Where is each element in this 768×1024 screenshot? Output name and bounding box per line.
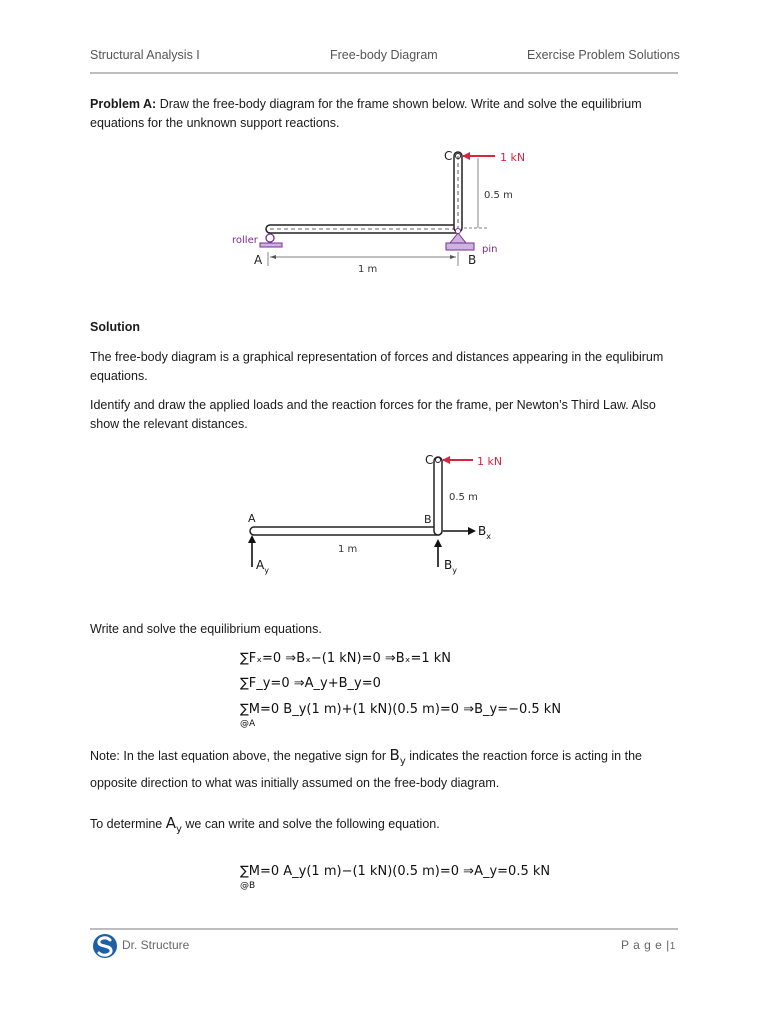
determine-ay-text <box>90 814 680 839</box>
fbd-height-label: 0.5 m <box>449 492 478 503</box>
page-number: 1 <box>669 941 676 952</box>
fbd-load-label: 1 kN <box>477 455 503 468</box>
span-label: 1 m <box>358 264 378 275</box>
solution-paragraph-2: Identify and draw the applied loads and the reaction forces for the frame, per Newton’s Third Law. Also show the relevant distances. <box>90 398 656 431</box>
free-body-diagram <box>230 445 510 580</box>
pin-label: pin <box>482 244 498 255</box>
label-b: B <box>468 253 477 267</box>
equations-intro: Write and solve the equilibrium equations. <box>90 622 322 636</box>
roller-label: roller <box>232 235 258 246</box>
solution-paragraph-1: The free-body diagram is a graphical representation of forces and distances appearing in the equlibirum equations. <box>90 350 664 383</box>
height-label: 0.5 m <box>484 190 513 201</box>
pin-base <box>446 243 474 250</box>
note-text-post: indicates the reaction force is acting in the <box>405 749 642 763</box>
bx-label: $B_x$ <box>478 524 491 541</box>
page-label-text: P a g e | <box>621 938 670 952</box>
ay-label: $A_y$ <box>256 558 269 575</box>
fbd-load-arrowhead <box>442 456 450 464</box>
equation-moment-a: ∑M=0 B_y(1 m)+(1 kN)(0.5 m)=0 ⇒B_y=−0.5 kN <box>240 702 562 717</box>
equation-moment-b: ∑M=0 A_y(1 m)−(1 kN)(0.5 m)=0 ⇒A_y=0.5 kN <box>240 864 551 879</box>
determine-symbol: $A_y$ <box>165 814 182 835</box>
span-arrow-left <box>270 255 276 259</box>
header-right: Exercise Problem Solutions <box>527 48 680 62</box>
pin-triangle <box>450 233 466 243</box>
header-center: Free-body Diagram <box>330 48 438 62</box>
label-a: A <box>254 253 263 267</box>
equation-moment-a-subscript: @A <box>240 719 256 729</box>
note-line-1 <box>90 746 680 771</box>
note-line-2: opposite direction to what was initially assumed on the free-body diagram. <box>90 776 500 790</box>
fbd-label-a: A <box>248 512 256 525</box>
note-symbol: $B_y$ <box>389 746 406 767</box>
dr-structure-logo-icon <box>92 933 118 959</box>
ay-arrowhead <box>248 535 256 543</box>
determine-text-pre: To determine <box>90 817 166 831</box>
by-arrowhead <box>434 539 442 547</box>
header-left: Structural Analysis I <box>90 48 200 62</box>
frame-figure <box>220 140 540 280</box>
problem-label: Problem A: <box>90 97 157 111</box>
fbd-label-c: C <box>425 453 434 467</box>
bx-arrowhead <box>468 527 476 535</box>
determine-text-post: we can write and solve the following equation. <box>181 817 440 831</box>
equation-moment-b-subscript: @B <box>240 881 256 891</box>
equation-sum-fx: ∑Fₓ=0 ⇒Bₓ−(1 kN)=0 ⇒Bₓ=1 kN <box>240 651 452 666</box>
problem-statement <box>90 95 680 133</box>
load-label: 1 kN <box>500 151 526 164</box>
solution-heading: Solution <box>90 320 140 334</box>
note-text-pre: Note: In the last equation above, the negative sign for <box>90 749 390 763</box>
roller-base <box>260 243 282 247</box>
equation-sum-fy: ∑F_y=0 ⇒A_y+B_y=0 <box>240 676 381 691</box>
roller-wheel <box>266 234 274 242</box>
load-arrowhead <box>462 152 470 160</box>
footer-brand: Dr. Structure <box>122 938 190 952</box>
fbd-label-b: B <box>424 513 432 526</box>
problem-text: Draw the free-body diagram for the frame shown below. Write and solve the equilibrium equations for the unknown support reactions. <box>90 97 642 130</box>
fbd-vertical-member <box>434 457 442 535</box>
footer-page-label <box>621 938 676 952</box>
fbd-span-label: 1 m <box>338 544 358 555</box>
fbd-horizontal-member <box>250 527 442 535</box>
span-arrow-right <box>450 255 456 259</box>
footer-rule <box>90 928 678 930</box>
pin-joint <box>456 229 461 234</box>
by-label: $B_y$ <box>444 558 457 575</box>
header-rule <box>90 72 678 74</box>
label-c: C <box>444 149 453 163</box>
